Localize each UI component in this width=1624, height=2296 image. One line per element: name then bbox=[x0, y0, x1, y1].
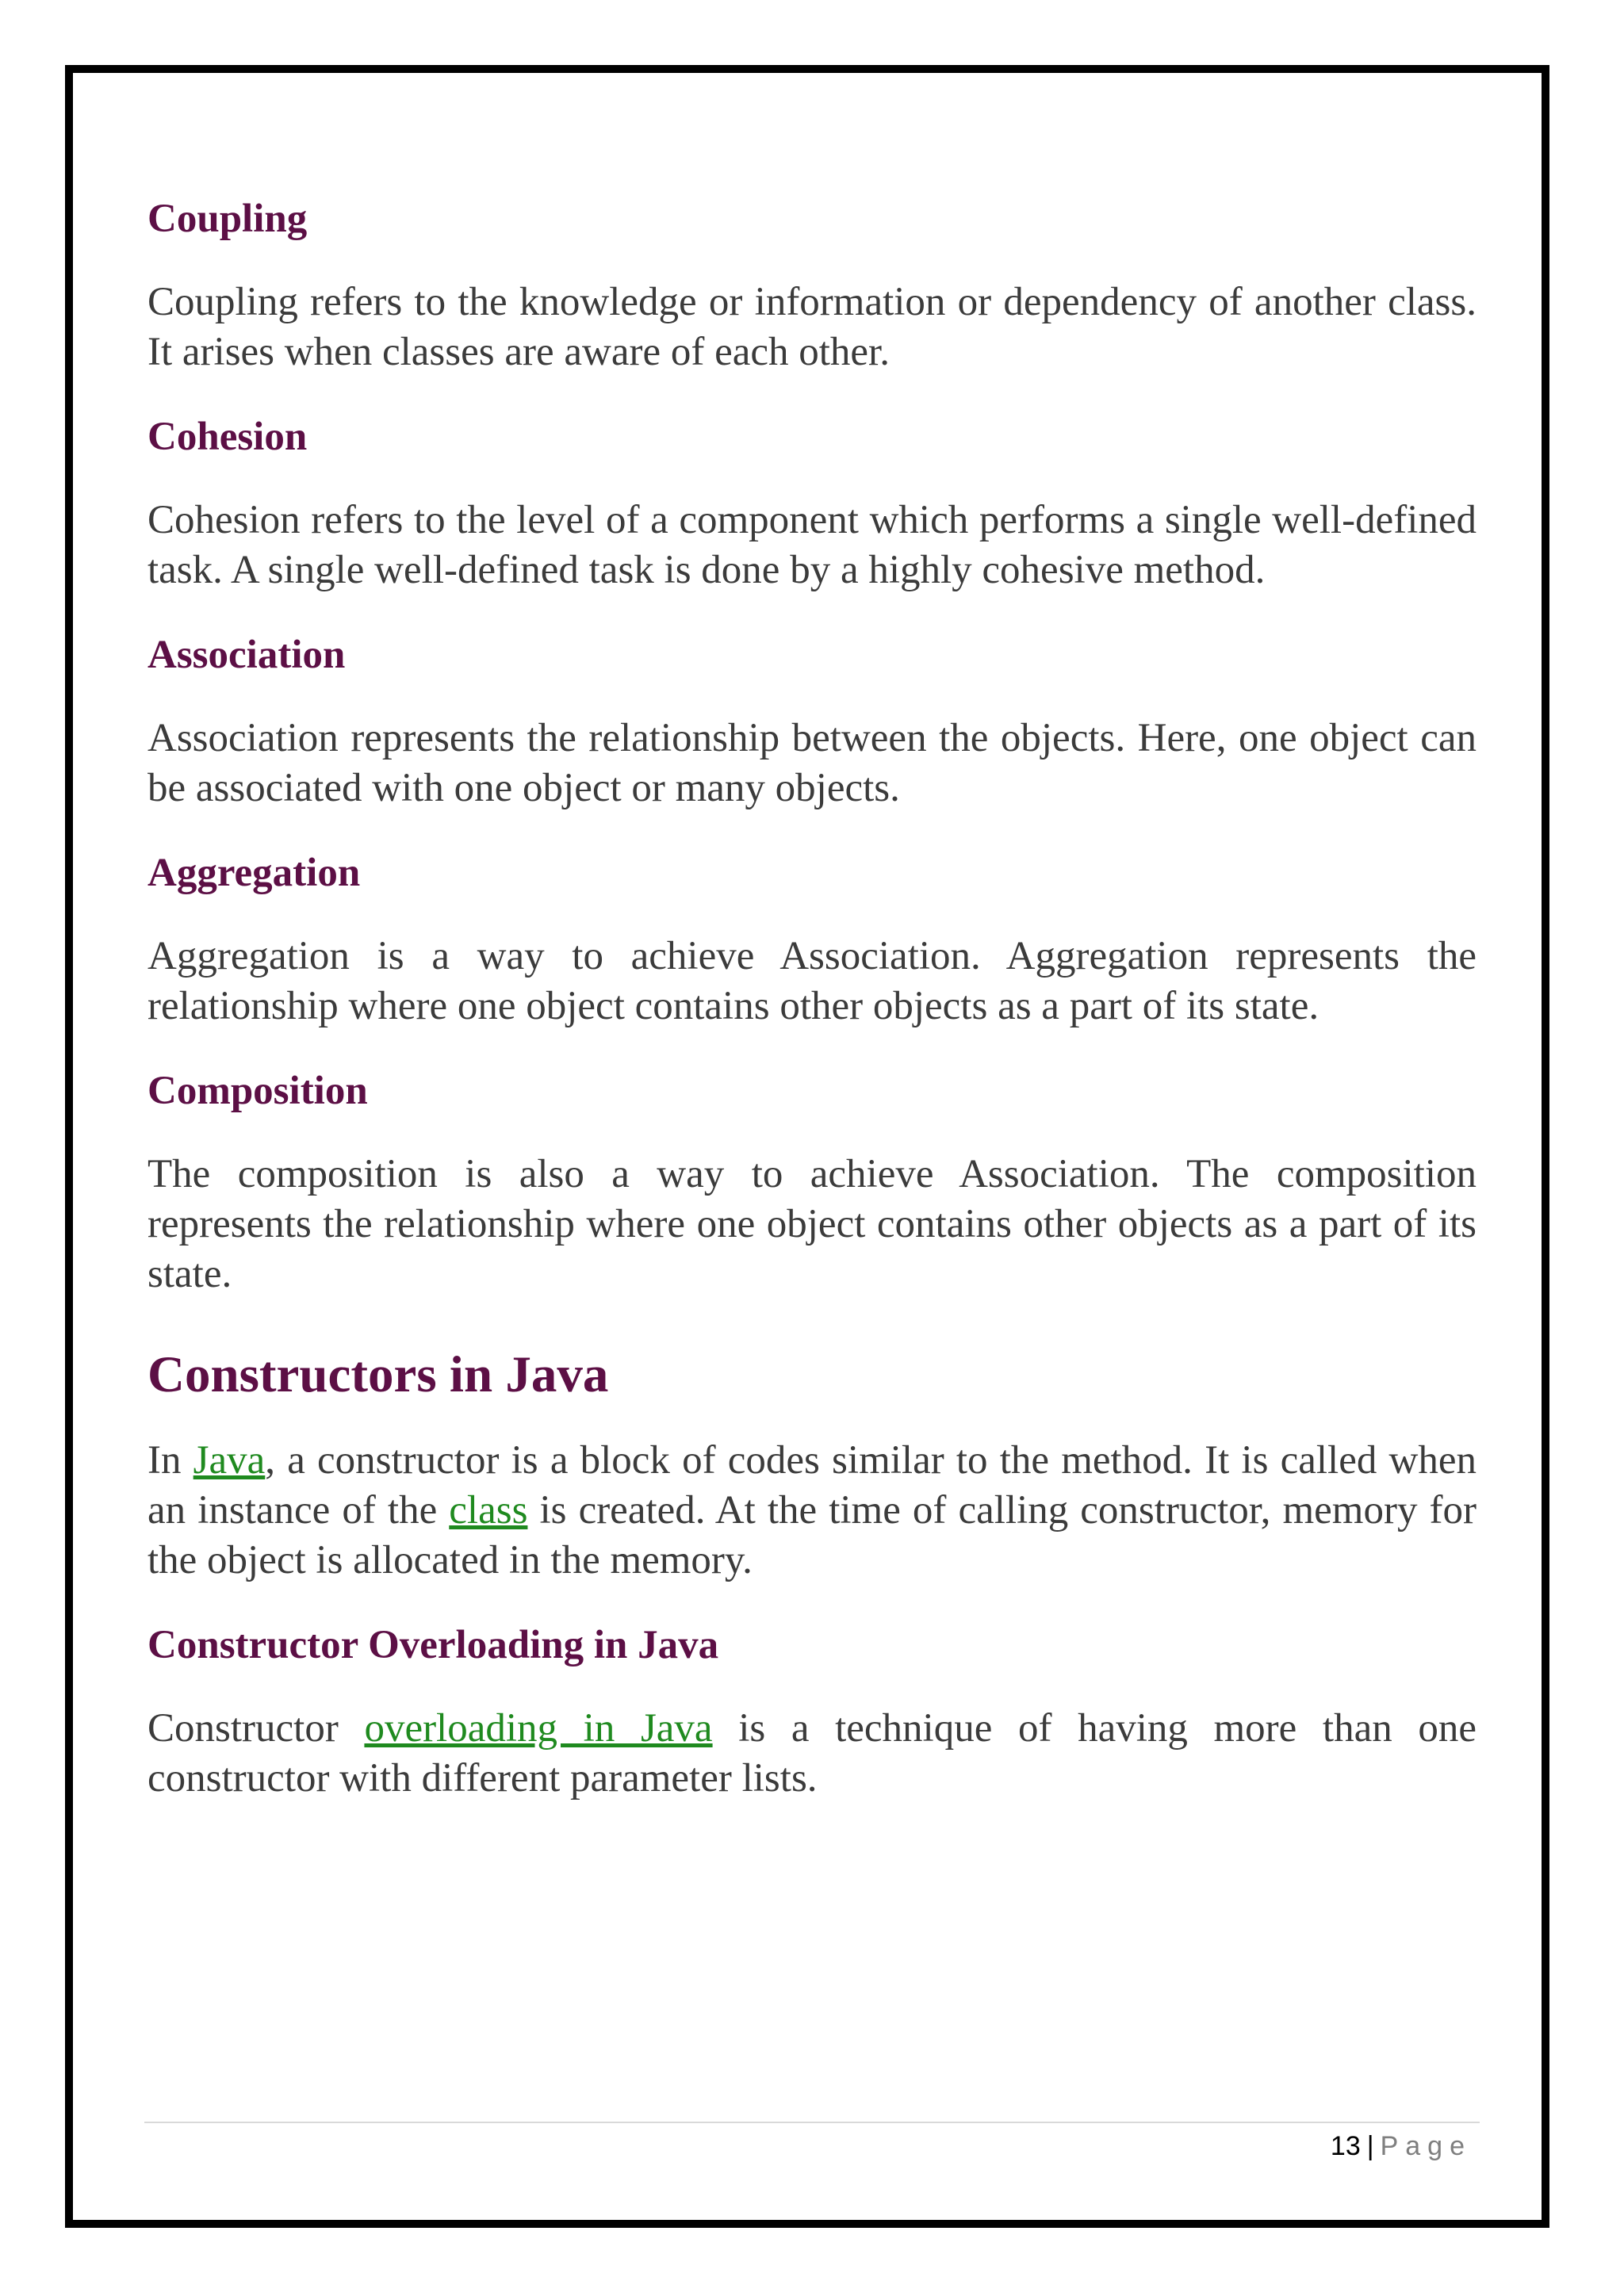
heading-constructor-overloading: Constructor Overloading in Java bbox=[147, 1623, 719, 1667]
text-segment: In bbox=[147, 1438, 193, 1483]
paragraph-coupling: Coupling refers to the knowledge or information or dependency of another class. It arises when classes are aware of each other. bbox=[147, 280, 1477, 374]
heading-aggregation: Aggregation bbox=[147, 851, 361, 895]
paragraph-association: Association represents the relationship between the objects. Here, one object can be associated with one object or many objects. bbox=[147, 716, 1477, 810]
link-class[interactable]: class bbox=[449, 1488, 528, 1533]
footer-divider bbox=[144, 2122, 1480, 2123]
heading-composition: Composition bbox=[147, 1069, 368, 1113]
heading-cohesion: Cohesion bbox=[147, 415, 308, 459]
paragraph-composition: The composition is also a way to achieve Association. The composition represents the relationship where one object contains other objects as a part of its state. bbox=[147, 1152, 1477, 1296]
paragraph-cohesion: Cohesion refers to the level of a component which performs a single well-defined task. A single well-defined task is done by a highly cohesive method. bbox=[147, 498, 1477, 592]
text-segment: Constructor bbox=[147, 1706, 365, 1751]
text-segment: , a constructor is a block of codes similar to the method. It is called when an instance of the bbox=[147, 1438, 1477, 1533]
link-overloading-in-java[interactable]: overloading in Java bbox=[364, 1706, 713, 1751]
text-segment: is a technique of having more than one constructor with different parameter lists. bbox=[147, 1706, 1477, 1800]
document-content bbox=[147, 190, 1477, 1804]
paragraph-aggregation: Aggregation is a way to achieve Association. Aggregation represents the relationship where one object contains other objects as a part of its state. bbox=[147, 934, 1477, 1028]
link-java[interactable]: Java bbox=[193, 1438, 266, 1483]
page-label: Page bbox=[1380, 2131, 1472, 2161]
heading-association: Association bbox=[147, 633, 346, 677]
text-segment: is created. At the time of calling constructor, memory for the object is allocated in the memory. bbox=[147, 1488, 1477, 1582]
heading-coupling: Coupling bbox=[147, 197, 308, 241]
page-footer bbox=[1331, 2131, 1472, 2162]
paragraph-constructor-overloading bbox=[147, 1704, 1477, 1804]
footer-separator: | bbox=[1366, 2131, 1374, 2161]
page-number: 13 bbox=[1330, 2131, 1361, 2161]
paragraph-constructors bbox=[147, 1436, 1477, 1586]
heading-constructors-in-java: Constructors in Java bbox=[147, 1346, 609, 1403]
